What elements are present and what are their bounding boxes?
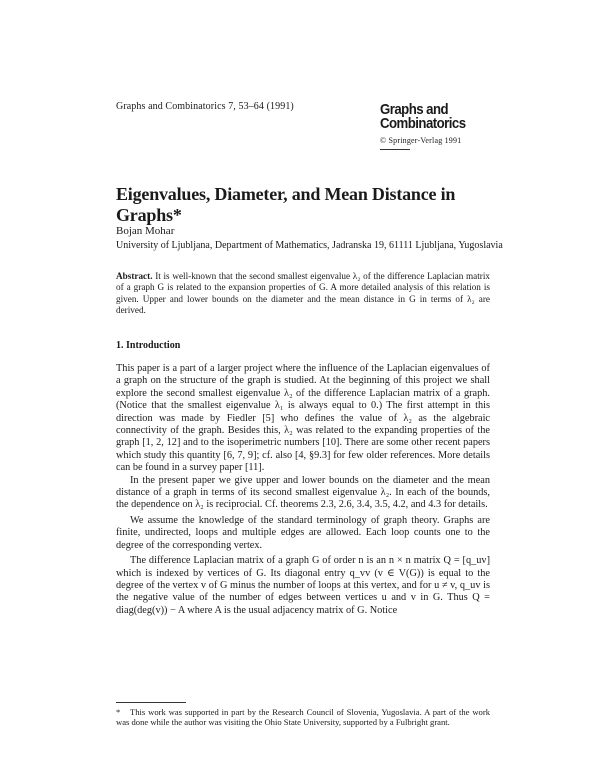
- journal-title-line1: Graphs and: [380, 101, 449, 118]
- paragraph: This paper is a part of a larger project where the influence of the Laplacian eigenvalues of a graph on the structure of the graph is studied. At the beginning of this project we shall explore the second smallest eigenvalue λ₂ of the difference Laplacian matrix of a graph. (Notice that the smallest eigenvalue λ₁ is always equal to 0.) The first attempt in this direction was made by Fiedler [5] who defines the value of λ₂ as the algebraic connectivity of the graph. Besides this, λ₂ was related to the expanding properties of the graph [1, 2, 12] and to the isoperimetric numbers [10]. There are some other recent papers which study this quantity [6, 7, 9]; cf. also [4, §9.3] for few older references. More details can be found in a survey paper [11].: [116, 363, 490, 474]
- paper-title: Eigenvalues, Diameter, and Mean Distance in Graphs*: [116, 184, 456, 225]
- header-divider: [380, 149, 410, 150]
- footnote: [116, 707, 490, 727]
- body-text: [116, 363, 490, 617]
- paragraph: The difference Laplacian matrix of a graph G of order n is an n × n matrix Q = [q_uv] which is indexed by vertices of G. Its diagonal entry q_vv (v ∈ V(G)) is equal to the degree of the vertex v of G minus the number of loops at this vertex, and for u ≠ v, q_uv is the negative value of the number of edges between vertices u and v in G. Thus Q = diag(deg(v)) − A where A is the usual adjacency matrix of G. Notice: [116, 555, 490, 616]
- footnote-marker: *: [116, 707, 121, 717]
- journal-logo: [380, 103, 490, 150]
- abstract-label: Abstract.: [116, 271, 153, 281]
- author-name: Bojan Mohar: [116, 225, 175, 237]
- section-heading: 1. Introduction: [116, 340, 181, 351]
- paragraph: In the present paper we give upper and lower bounds on the diameter and the mean distance of a graph in terms of its second smallest eigenvalue λ₂. In each of the bounds, the dependence on λ₂ is reciprocial. Cf. theorems 2.3, 2.6, 3.4, 3.5, 4.2, and 4.3 for details.: [116, 474, 490, 511]
- journal-title-line2: Combinatorics: [380, 115, 466, 132]
- footnote-divider: [116, 702, 186, 703]
- journal-citation: Graphs and Combinatorics 7, 53–64 (1991): [116, 101, 294, 112]
- author-affiliation: University of Ljubljana, Department of Mathematics, Jadranska 19, 61111 Ljubljana, Yugoslavia: [116, 240, 503, 251]
- copyright-notice: © Springer-Verlag 1991: [380, 136, 462, 145]
- abstract: [116, 271, 490, 316]
- footnote-text: This work was supported in part by the Research Council of Slovenia, Yugoslavia. A part of the work was done while the author was visiting the Ohio State University, supported by a Fulbright grant.: [116, 707, 490, 728]
- abstract-text: It is well-known that the second smallest eigenvalue λ₂ of the difference Laplacian matrix of a graph G is related to the expansion properties of G. A more detailed analysis of this relation is given. Upper and lower bounds on the diameter and the mean distance in G in terms of λ₂ are derived.: [116, 271, 491, 315]
- paragraph: We assume the knowledge of the standard terminology of graph theory. Graphs are finite, undirected, loops and multiple edges are allowed. Each loop counts one to the degree of the corresponding vertex.: [116, 514, 490, 551]
- journal-title: [380, 103, 477, 131]
